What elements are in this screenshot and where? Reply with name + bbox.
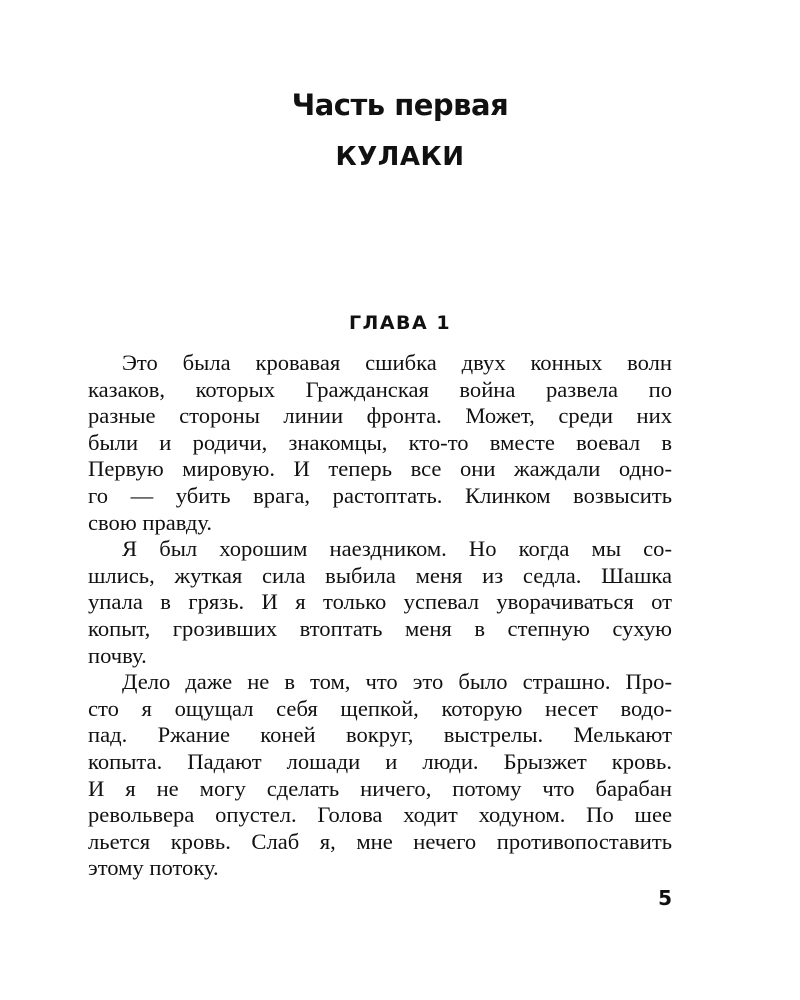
- text-line: казаков, которых Гражданская война развела по: [88, 376, 672, 402]
- text-line: почву.: [88, 642, 147, 668]
- paragraph-2: [88, 536, 672, 669]
- text-line: сто я ощущал себя щепкой, которую несет водо-: [88, 695, 672, 721]
- text-line: Это была кровавая сшибка двух конных волн: [122, 350, 672, 375]
- part-subtitle: КУЛАКИ: [335, 142, 465, 172]
- page-number: 5: [658, 886, 672, 910]
- text-line: Первую мировую. И теперь все они жаждали одно-: [88, 456, 672, 482]
- chapter-body: [88, 350, 672, 882]
- text-line: револьвера опустел. Голова ходит ходуном. По шее: [88, 802, 672, 828]
- text-line: го — убить врага, растоптать. Клинком возвысить: [88, 482, 672, 508]
- text-line: И я не могу сделать ничего, потому что барабан: [88, 775, 672, 801]
- text-line: льется кровь. Слаб я, мне нечего противопоставить: [88, 828, 672, 854]
- text-line: были и родичи, знакомцы, кто-то вместе воевал в: [88, 429, 672, 455]
- chapter-title: ГЛАВА 1: [348, 312, 452, 334]
- paragraph-3: [88, 669, 672, 882]
- text-line: копыт, грозивших втоптать меня в степную сухую: [88, 615, 672, 641]
- text-line: этому потоку.: [88, 855, 219, 881]
- text-line: пад. Ржание коней вокруг, выстрелы. Мелькают: [88, 722, 672, 748]
- text-line: шлись, жуткая сила выбила меня из седла. Шашка: [88, 562, 672, 588]
- text-line: разные стороны линии фронта. Может, среди них: [88, 403, 672, 429]
- text-line: Я был хорошим наездником. Но когда мы со-: [122, 536, 672, 562]
- text-line: упала в грязь. И я только успевал уворачиваться от: [88, 589, 672, 615]
- text-line: копыта. Падают лошади и люди. Брызжет кровь.: [88, 748, 672, 774]
- paragraph-1: [88, 350, 672, 536]
- part-title: Часть первая: [291, 88, 509, 122]
- text-line: свою правду.: [88, 509, 213, 535]
- text-line: Дело даже не в том, что это было страшно. Про-: [122, 669, 672, 695]
